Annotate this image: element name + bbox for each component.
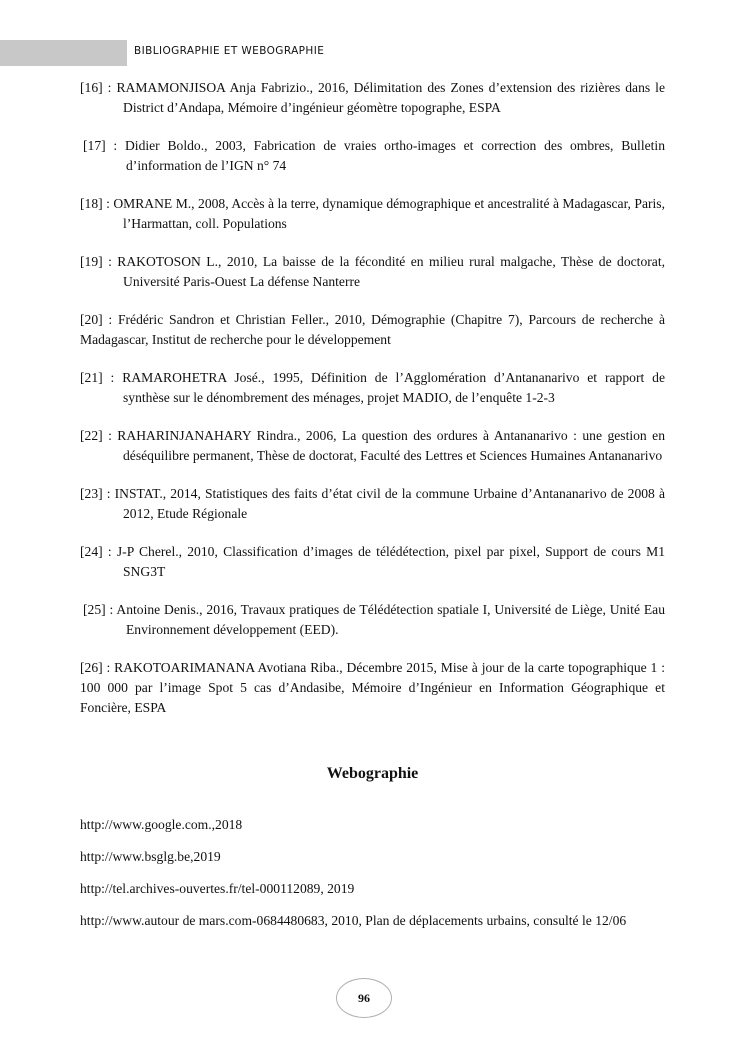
reference-25: [25] : Antoine Denis., 2016, Travaux pratiques de Télédétection spatiale I, Université de Liège, Unité Eau Environnement développement (EED). <box>83 602 665 637</box>
web-link[interactable]: http://www.bsglg.be,2019 <box>80 849 221 864</box>
web-link[interactable]: http://tel.archives-ouvertes.fr/tel-000112089, 2019 <box>80 881 355 896</box>
page-number-label: 96 <box>358 990 370 1005</box>
webography-heading: Webographie <box>326 765 419 782</box>
reference-22: [22] : RAHARINJANAHARY Rindra., 2006, La question des ordures à Antananarivo : une gestion en déséquilibre permanent, Thèse de doctorat, Faculté des Lettres et Sciences Humaines Antananarivo <box>80 428 665 463</box>
reference-24: [24] : J-P Cherel., 2010, Classification d’images de télédétection, pixel par pixel, Support de cours M1 SNG3T <box>80 544 665 579</box>
page-header-title: BIBLIOGRAPHIE ET WEBOGRAPHIE <box>134 45 325 57</box>
reference-17: [17] : Didier Boldo., 2003, Fabrication de vraies ortho-images et correction des ombres, Bulletin d’information de l’IGN n° 74 <box>83 138 665 173</box>
reference-26: [26] : RAKOTOARIMANANA Avotiana Riba., Décembre 2015, Mise à jour de la carte topographique 1 : 100 000 par l’image Spot 5 cas d’Andasibe, Mémoire d’Ingénieur en Information Géographique et Foncière, ESPA <box>80 660 665 715</box>
reference-19: [19] : RAKOTOSON L., 2010, La baisse de la fécondité en milieu rural malgache, Thèse de doctorat, Université Paris-Ouest La défense Nanterre <box>80 254 665 289</box>
reference-21: [21] : RAMAROHETRA José., 1995, Définition de l’Agglomération d’Antananarivo et rapport de synthèse sur le dénombrement des ménages, projet MADIO, de l’enquête 1-2-3 <box>80 370 665 405</box>
webography-list <box>80 815 665 943</box>
reference-16: [16] : RAMAMONJISOA Anja Fabrizio., 2016, Délimitation des Zones d’extension des rizières dans le District d’Andapa, Mémoire d’ingénieur géomètre topographe, ESPA <box>80 80 665 115</box>
page-number <box>336 978 392 1018</box>
web-link[interactable]: http://www.google.com.,2018 <box>80 817 243 832</box>
reference-20: [20] : Frédéric Sandron et Christian Feller., 2010, Démographie (Chapitre 7), Parcours de recherche à Madagascar, Institut de recherche pour le développement <box>80 312 665 347</box>
reference-list <box>80 78 665 735</box>
web-link[interactable]: http://www.autour de mars.com-0684480683, 2010, Plan de déplacements urbains, consulté le 12/06 <box>80 913 627 928</box>
reference-18: [18] : OMRANE M., 2008, Accès à la terre, dynamique démographique et ancestralité à Madagascar, Paris, l’Harmattan, coll. Populations <box>80 196 665 231</box>
reference-23: [23] : INSTAT., 2014, Statistiques des faits d’état civil de la commune Urbaine d’Antananarivo de 2008 à 2012, Etude Régionale <box>80 486 665 521</box>
header-bar <box>0 40 127 66</box>
